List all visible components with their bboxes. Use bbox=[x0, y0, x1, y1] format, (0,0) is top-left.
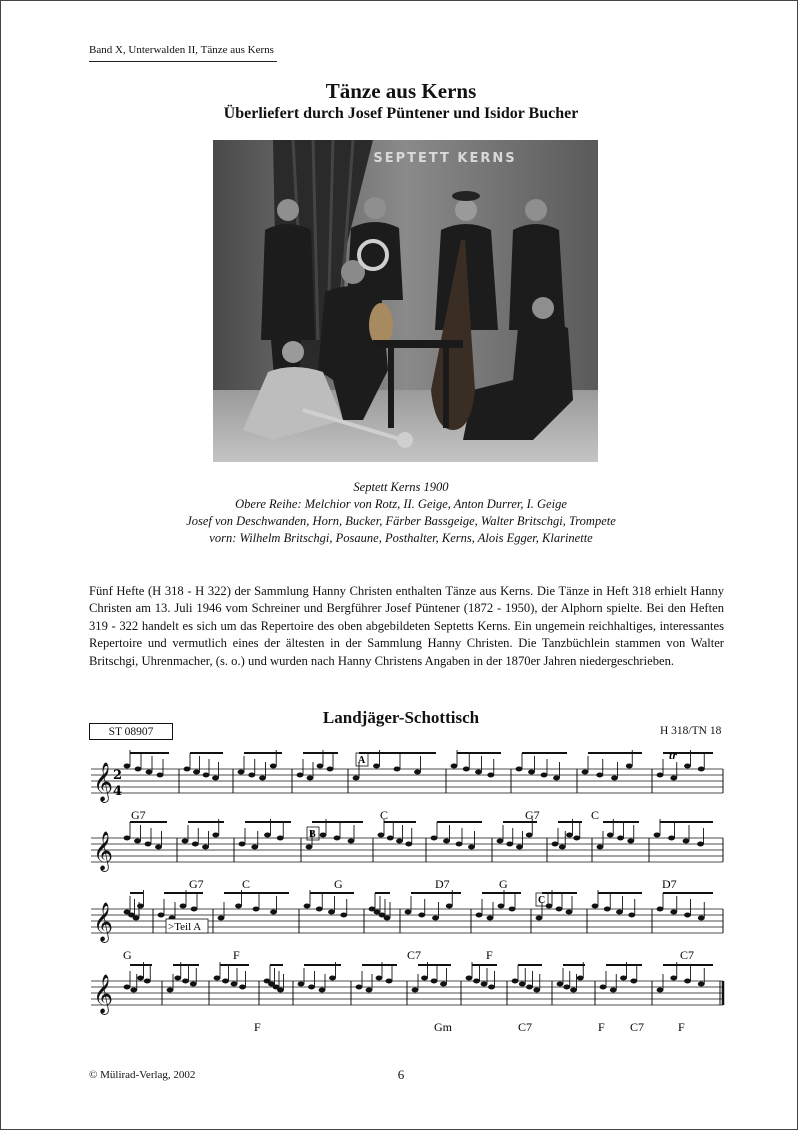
note-head bbox=[297, 773, 304, 778]
time-sig-top: 2 bbox=[113, 768, 123, 783]
chord: G7 bbox=[131, 808, 146, 822]
note-head bbox=[620, 976, 627, 981]
note-head bbox=[190, 982, 197, 987]
repeat-text: >Teil A bbox=[168, 921, 202, 933]
note-head bbox=[191, 907, 198, 912]
chord: F bbox=[678, 1020, 685, 1034]
caption-line: Josef von Deschwanden, Horn, Bucker, Färber Bassgeige, Walter Britschgi, Trompete bbox=[186, 514, 616, 528]
chord: F bbox=[598, 1020, 605, 1034]
note-head bbox=[526, 985, 533, 990]
note-head bbox=[329, 976, 336, 981]
chord: F bbox=[254, 1020, 261, 1034]
group-photo bbox=[213, 140, 598, 462]
note-head bbox=[670, 976, 677, 981]
note-head bbox=[348, 839, 355, 844]
note-head bbox=[698, 982, 705, 987]
note-head bbox=[124, 836, 131, 841]
note-head bbox=[192, 842, 199, 847]
note-head bbox=[353, 776, 360, 781]
note-head bbox=[440, 982, 447, 987]
note-head bbox=[684, 913, 691, 918]
note-head bbox=[158, 913, 165, 918]
note-head bbox=[475, 770, 482, 775]
note-head bbox=[526, 833, 533, 838]
note-head bbox=[557, 982, 564, 987]
chord: C bbox=[591, 808, 600, 822]
note-head bbox=[134, 839, 141, 844]
note-head bbox=[384, 916, 391, 921]
note-head bbox=[145, 842, 152, 847]
note-head bbox=[553, 776, 560, 781]
page-title: Tänze aus Kerns bbox=[325, 79, 477, 103]
note-head bbox=[174, 976, 181, 981]
trill-mark: tr bbox=[669, 748, 678, 762]
note-head bbox=[488, 985, 495, 990]
note-head bbox=[180, 904, 187, 909]
note-head bbox=[238, 770, 245, 775]
note-head bbox=[317, 764, 324, 769]
running-head-rule bbox=[89, 61, 277, 62]
note-head bbox=[468, 845, 475, 850]
note-head bbox=[144, 979, 151, 984]
note-head bbox=[202, 845, 209, 850]
tune-id-box: ST 08907 bbox=[89, 723, 173, 740]
note-head bbox=[405, 910, 412, 915]
note-head bbox=[418, 913, 425, 918]
note-head bbox=[683, 839, 690, 844]
note-head bbox=[446, 904, 453, 909]
note-head bbox=[182, 839, 189, 844]
chord: Gm bbox=[434, 1020, 452, 1034]
treble-clef-icon: 𝄞 bbox=[93, 762, 114, 802]
note-head bbox=[626, 764, 633, 769]
note-head bbox=[466, 976, 473, 981]
note-head bbox=[356, 985, 363, 990]
note-head bbox=[307, 776, 314, 781]
note-head bbox=[130, 988, 137, 993]
note-head bbox=[487, 773, 494, 778]
note-head bbox=[146, 770, 153, 775]
note-head bbox=[432, 916, 439, 921]
note-head bbox=[451, 764, 458, 769]
chord: G7 bbox=[189, 877, 204, 891]
note-head bbox=[556, 907, 563, 912]
note-head bbox=[182, 979, 189, 984]
note-head bbox=[394, 767, 401, 772]
note-head bbox=[319, 988, 326, 993]
note-head bbox=[533, 988, 540, 993]
tune-title: Landjäger-Schottisch bbox=[322, 708, 480, 727]
note-head bbox=[528, 770, 535, 775]
note-head bbox=[396, 839, 403, 844]
note-head bbox=[698, 916, 705, 921]
note-head bbox=[657, 988, 664, 993]
chord: G7 bbox=[525, 808, 540, 822]
note-head bbox=[431, 836, 438, 841]
note-head bbox=[559, 845, 566, 850]
note-head bbox=[476, 913, 483, 918]
note-head bbox=[604, 907, 611, 912]
chord: G bbox=[123, 948, 132, 962]
note-head bbox=[212, 776, 219, 781]
note-head bbox=[277, 836, 284, 841]
note-head bbox=[516, 845, 523, 850]
note-head bbox=[657, 773, 664, 778]
note-head bbox=[473, 979, 480, 984]
treble-clef-icon: 𝄞 bbox=[93, 831, 114, 871]
chord: D7 bbox=[435, 877, 450, 891]
note-head bbox=[512, 979, 519, 984]
note-head bbox=[327, 767, 334, 772]
caption-line: Obere Reihe: Melchior von Rotz, II. Geige, Anton Durrer, I. Geige bbox=[235, 497, 567, 511]
rehearsal-mark-a: A bbox=[358, 755, 366, 766]
note-head bbox=[222, 979, 229, 984]
rehearsal-mark-b: B bbox=[309, 829, 316, 840]
note-head bbox=[582, 770, 589, 775]
note-head bbox=[412, 988, 419, 993]
note-head bbox=[137, 904, 144, 909]
note-head bbox=[654, 833, 661, 838]
note-head bbox=[239, 842, 246, 847]
note-head bbox=[684, 764, 691, 769]
note-head bbox=[697, 842, 704, 847]
note-head bbox=[487, 916, 494, 921]
note-head bbox=[320, 833, 327, 838]
note-head bbox=[386, 979, 393, 984]
note-head bbox=[124, 985, 131, 990]
time-sig-bottom: 4 bbox=[113, 784, 123, 799]
note-head bbox=[668, 836, 675, 841]
page-subtitle: Überliefert durch Josef Püntener und Isidor Bucher bbox=[223, 105, 579, 122]
caption-line: Septett Kerns 1900 bbox=[353, 480, 449, 494]
chord: D7 bbox=[662, 877, 677, 891]
note-head bbox=[235, 904, 242, 909]
photo-sign-text: SEPTETT KERNS bbox=[373, 151, 517, 166]
note-head bbox=[570, 988, 577, 993]
chord: G bbox=[499, 877, 508, 891]
note-head bbox=[577, 976, 584, 981]
note-head bbox=[277, 988, 284, 993]
note-head bbox=[133, 916, 140, 921]
note-head bbox=[541, 773, 548, 778]
note-head bbox=[124, 764, 131, 769]
note-head bbox=[259, 776, 266, 781]
note-head bbox=[366, 988, 373, 993]
chord: C7 bbox=[680, 948, 695, 962]
note-head bbox=[519, 982, 526, 987]
note-head bbox=[231, 982, 238, 987]
note-head bbox=[270, 910, 277, 915]
note-head bbox=[316, 907, 323, 912]
note-head bbox=[600, 985, 607, 990]
note-head bbox=[596, 773, 603, 778]
chord: F bbox=[233, 948, 240, 962]
chord: C bbox=[380, 808, 389, 822]
treble-clef-icon: 𝄞 bbox=[93, 974, 114, 1014]
note-head bbox=[270, 764, 277, 769]
note-head bbox=[463, 767, 470, 772]
note-head bbox=[157, 773, 164, 778]
chord: C7 bbox=[630, 1020, 645, 1034]
note-head bbox=[155, 845, 162, 850]
tune-reference: H 318/TN 18 bbox=[660, 725, 722, 737]
note-head bbox=[340, 913, 347, 918]
note-head bbox=[566, 910, 573, 915]
note-head bbox=[193, 770, 200, 775]
note-head bbox=[617, 836, 624, 841]
note-head bbox=[167, 988, 174, 993]
note-head bbox=[431, 979, 438, 984]
page-number: 6 bbox=[397, 1067, 405, 1082]
note-head bbox=[628, 913, 635, 918]
note-head bbox=[414, 770, 421, 775]
note-head bbox=[657, 907, 664, 912]
note-head bbox=[573, 836, 580, 841]
running-head: Band X, Unterwalden II, Tänze aus Kerns bbox=[89, 44, 274, 56]
chord: F bbox=[486, 948, 493, 962]
note-head bbox=[481, 982, 488, 987]
note-head bbox=[328, 910, 335, 915]
note-head bbox=[627, 839, 634, 844]
note-head bbox=[698, 767, 705, 772]
note-head bbox=[592, 904, 599, 909]
note-head bbox=[184, 767, 191, 772]
note-head bbox=[214, 976, 221, 981]
chord: G bbox=[334, 877, 343, 891]
chord: C7 bbox=[518, 1020, 533, 1034]
note-head bbox=[405, 842, 412, 847]
note-head bbox=[306, 845, 313, 850]
note-head bbox=[212, 833, 219, 838]
note-head bbox=[137, 976, 144, 981]
note-head bbox=[421, 976, 428, 981]
note-head bbox=[597, 845, 604, 850]
note-head bbox=[456, 842, 463, 847]
footer-copyright: © Mülirad-Verlag, 2002 bbox=[89, 1069, 196, 1081]
note-head bbox=[203, 773, 210, 778]
note-head bbox=[670, 910, 677, 915]
body-paragraph: Fünf Hefte (H 318 - H 322) der Sammlung Hanny Christen enthalten Tänze aus Kerns. Die Tänze in Heft 318 erhielt Hanny Christen am 13. Juli 1946 vom Schreiner und Bergführer Josef Püntener (1872 - 1950), der Alphorn spielte. Bei den Heften 319 - 322 handelt es sich um das Repertoire des oben abgebildeten Septetts Kerns. Ein ungemein reichhaltiges, interessantes Repertoire und vermutlich eines der ältesten in der Sammlung Hanny Christen. Die Tanzbüchlein stammen von Walter Britschgi, Uhrenmacher, (s. o.) und wurden nach Hanny Christens Angaben in der 1870er Jahren niedergeschrieben. bbox=[89, 584, 724, 668]
note-head bbox=[566, 833, 573, 838]
note-head bbox=[509, 907, 516, 912]
chord: C7 bbox=[407, 948, 422, 962]
note-head bbox=[239, 985, 246, 990]
note-head bbox=[506, 842, 513, 847]
note-head bbox=[253, 907, 260, 912]
note-head bbox=[630, 979, 637, 984]
note-head bbox=[536, 916, 543, 921]
note-head bbox=[610, 988, 617, 993]
note-head bbox=[304, 904, 311, 909]
note-head bbox=[376, 976, 383, 981]
note-head bbox=[497, 839, 504, 844]
caption-line: vorn: Wilhelm Britschgi, Posaune, Posthalter, Kerns, Alois Egger, Klarinette bbox=[209, 531, 593, 545]
note-head bbox=[373, 764, 380, 769]
note-head bbox=[443, 839, 450, 844]
note-head bbox=[378, 833, 385, 838]
note-head bbox=[498, 904, 505, 909]
note-head bbox=[684, 979, 691, 984]
chord: C bbox=[242, 877, 251, 891]
note-head bbox=[308, 985, 315, 990]
note-head bbox=[334, 836, 341, 841]
note-head bbox=[563, 985, 570, 990]
note-head bbox=[670, 776, 677, 781]
note-head bbox=[218, 916, 225, 921]
note-head bbox=[135, 767, 142, 772]
note-head bbox=[387, 836, 394, 841]
photo-caption bbox=[1, 479, 800, 547]
note-head bbox=[552, 842, 559, 847]
note-head bbox=[611, 776, 618, 781]
music-score bbox=[1, 741, 800, 1051]
note-head bbox=[616, 910, 623, 915]
note-head bbox=[607, 833, 614, 838]
note-head bbox=[248, 773, 255, 778]
note-head bbox=[264, 833, 271, 838]
note-head bbox=[298, 982, 305, 987]
treble-clef-icon: 𝄞 bbox=[93, 902, 114, 942]
rehearsal-mark-c: C bbox=[538, 895, 546, 906]
note-head bbox=[251, 845, 258, 850]
note-head bbox=[516, 767, 523, 772]
